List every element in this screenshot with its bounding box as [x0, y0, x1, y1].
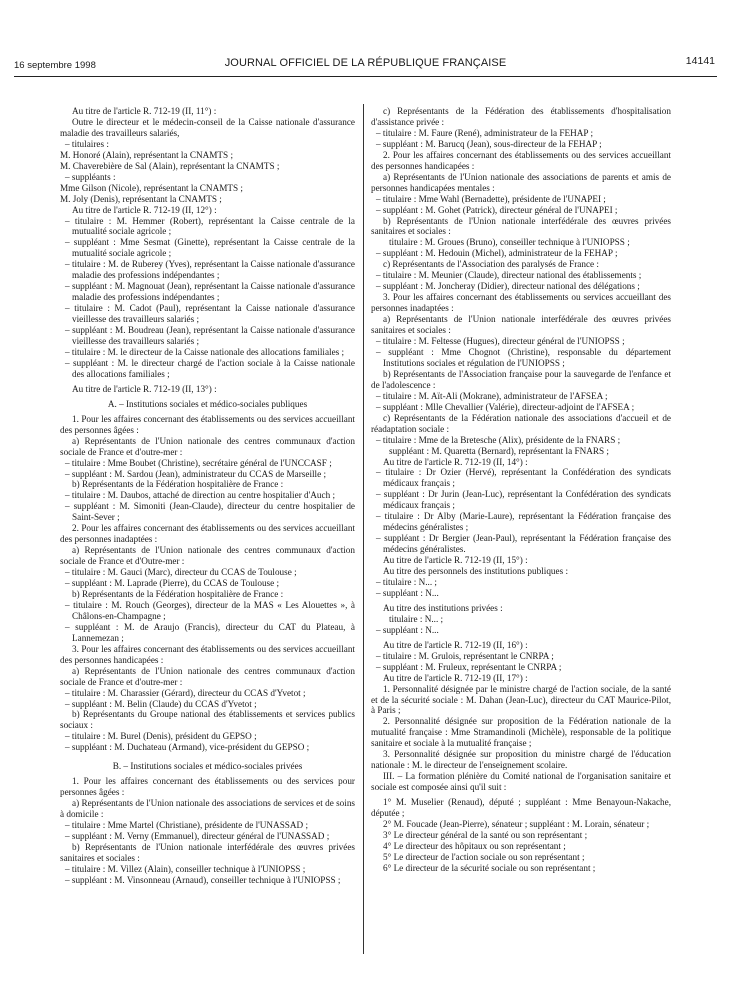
- paragraph: – suppléant : Mme Sesmat (Ginette), représentant la Caisse centrale de la mutualité sociale agricole ;: [65, 237, 355, 259]
- paragraph: Au titre de l'article R. 712-19 (II, 15°) :: [383, 555, 528, 566]
- paragraph: b) Représentants de la Fédération hospitalière de France :: [72, 588, 284, 599]
- paragraph: – suppléant : M. Vinsonneau (Arnaud), conseiller technique à l'UNIOPSS ;: [65, 874, 341, 885]
- paragraph: Au titre de l'article R. 712-19 (II, 12°) :: [72, 204, 217, 215]
- paragraph: – titulaire : M. Meunier (Claude), directeur national des établissements ;: [376, 270, 642, 281]
- paragraph: – suppléant : M. Joncheray (Didier), directeur national des délégations ;: [376, 281, 640, 292]
- left-column: [60, 106, 355, 886]
- paragraph: Au titre de l'article R. 712-19 (II, 16°) :: [383, 639, 528, 650]
- paragraph: 3. Pour les affaires concernant des établissements ou des services accueillant des personnes handicapées :: [60, 643, 355, 665]
- paragraph: 3° Le directeur général de la santé ou son représentant ;: [383, 829, 588, 840]
- column-divider: [363, 104, 364, 954]
- paragraph: 2. Pour les affaires concernant des établissements ou des services accueillant des personnes inadaptées :: [60, 523, 355, 545]
- paragraph: Au titre de l'article R. 712-19 (II, 13°) :: [72, 383, 217, 394]
- paragraph: – suppléant : M. Verny (Emmanuel), directeur général de l'UNASSAD ;: [65, 831, 330, 841]
- paragraph: 2° M. Foucade (Jean-Pierre), sénateur ; suppléant : M. Lorain, sénateur ;: [383, 819, 650, 829]
- paragraph: Au titre de l'article R. 712-19 (II, 11°) :: [72, 106, 217, 116]
- paragraph: – suppléant : M. Duchateau (Armand), vice-président du GEPSO ;: [65, 742, 310, 753]
- paragraph: – suppléant : M. Simoniti (Jean-Claude), directeur du centre hospitalier de Saint-Sever ;: [65, 501, 355, 523]
- paragraph: – titulaire : M. Rouch (Georges), directeur de la MAS « Les Alouettes », à Châlons-en-Champagne ;: [65, 599, 355, 621]
- paragraph: – titulaire : Mme Boubet (Christine), secrétaire général de l'UNCCASF ;: [65, 457, 332, 468]
- paragraph: – titulaire : M. Feltesse (Hugues), directeur général de l'UNIOPSS ;: [376, 336, 625, 347]
- paragraph: – titulaire : M. Charassier (Gérard), directeur du CCAS d'Yvetot ;: [65, 687, 306, 698]
- paragraph: – suppléant : M. Sardou (Jean), administrateur du CCAS de Marseille ;: [65, 468, 327, 479]
- paragraph: 1. Pour les affaires concernant des établissements ou des services pour personnes âgées :: [60, 776, 355, 798]
- paragraph: 6° Le directeur de la sécurité sociale ou son représentant ;: [383, 862, 596, 873]
- paragraph: a) Représentants de l'Union nationale des associations de services et de soins à domicile :: [60, 798, 355, 820]
- paragraph: b) Représentants de l'Union nationale interfédérale des œuvres privées sanitaires et sociales :: [60, 841, 355, 863]
- paragraph: – titulaire : Mme de la Bretesche (Alix), présidente de la FNARS ;: [376, 434, 621, 445]
- header-page-number: 14141: [685, 55, 715, 67]
- paragraph: – titulaire : Mme Martel (Christiane), présidente de l'UNASSAD ;: [65, 820, 309, 831]
- paragraph: 1. Personnalité désignée par le ministre chargé de l'action sociale, de la santé et de la sécurité sociale : M. Dahan (Jean-Luc), directeur du CAT Maurice-Pilot, à Paris ;: [371, 683, 671, 716]
- paragraph: Outre le directeur et le médecin-conseil de la Caisse nationale d'assurance maladie des travailleurs salariés,: [60, 116, 355, 138]
- paragraph: – titulaire : Dr Ozier (Hervé), représentant la Confédération des syndicats médicaux français ;: [376, 467, 671, 489]
- paragraph: Au titre des institutions privées :: [383, 602, 503, 613]
- paragraph: – suppléant : N...: [376, 587, 439, 598]
- paragraph: a) Représentants de l'Union nationale des centres communaux d'action sociale de France et d'outre-mer :: [60, 665, 355, 687]
- paragraph: Au titre de l'article R. 712-19 (II, 14°) :: [383, 456, 528, 467]
- paragraph: b) Représentants de l'Association française pour la sauvegarde de l'enfance et de l'adolescence :: [371, 368, 671, 390]
- paragraph: 2. Personnalité désignée sur proposition de la Fédération nationale de la mutualité française : Mme Stramandinoli (Michèle), responsable de la politique sanitaire et sociale à la mutualité française ;: [371, 716, 671, 749]
- paragraph: 3. Pour les affaires concernant des établissements ou services accueillant des personnes inadaptées :: [371, 292, 671, 314]
- paragraph: – suppléant : Dr Bergier (Jean-Paul), représentant la Fédération française des médecins généralistes.: [376, 533, 671, 555]
- paragraph: III. – La formation plénière du Comité national de l'organisation sanitaire et sociale est composée ainsi qu'il suit :: [371, 771, 671, 793]
- paragraph: – titulaire : M. Villez (Alain), conseiller technique à l'UNIOPSS ;: [65, 863, 306, 874]
- right-column: [371, 106, 671, 874]
- paragraph: c) Représentants de la Fédération nationale des associations d'accueil et de réadaptation sociale :: [371, 412, 671, 434]
- paragraph: Au titre des personnels des institutions publiques :: [383, 566, 569, 577]
- paragraph: 2. Pour les affaires concernant des établissements ou des services accueillant des personnes handicapées :: [371, 149, 671, 171]
- paragraph: – titulaire : M. Hemmer (Robert), représentant la Caisse centrale de la mutualité sociale agricole ;: [65, 215, 355, 237]
- paragraph: – titulaire : M. le directeur de la Caisse nationale des allocations familiales ;: [65, 346, 345, 357]
- paragraph: 1. Pour les affaires concernant des établissements ou des services accueillant des personnes âgées :: [60, 413, 355, 435]
- paragraph: 1° M. Muselier (Renaud), député ; suppléant : Mme Benayoun-Nakache, députée ;: [371, 797, 671, 819]
- paragraph: b) Représentants de l'Union nationale interfédérale des œuvres privées sanitaires et sociales :: [371, 215, 671, 237]
- paragraph: a) Représentants de l'Union nationale des associations de parents et amis de personnes handicapées mentales :: [371, 171, 671, 193]
- paragraph: – titulaire : Mme Wahl (Bernadette), présidente de l'UNAPEI ;: [376, 193, 606, 204]
- paragraph: B. – Institutions sociales et médico-sociales privées: [112, 761, 303, 772]
- paragraph: – suppléant : M. le directeur chargé de l'action sociale à la Caisse nationale des allocations familiales ;: [65, 357, 355, 379]
- paragraph: – titulaire : M. Daubos, attaché de direction au centre hospitalier d'Auch ;: [65, 490, 336, 501]
- paragraph: Mme Gilson (Nicole), représentant la CNAMTS ;: [60, 182, 243, 193]
- paragraph: – titulaire : M. Aït-Ali (Mokrane), administrateur de l'AFSEA ;: [376, 390, 608, 401]
- paragraph: – suppléant : Mlle Chevallier (Valérie), directeur-adjoint de l'AFSEA ;: [376, 401, 635, 412]
- paragraph: b) Représentants de la Fédération hospitalière de France :: [72, 479, 284, 490]
- paragraph: – titulaire : Dr Alby (Marie-Laure), représentant la Fédération française des médecins généralistes ;: [376, 511, 671, 533]
- paragraph: b) Représentants du Groupe national des établissements et services publics sociaux :: [60, 709, 355, 731]
- paragraph: M. Joly (Denis), représentant la CNAMTS ;: [60, 193, 222, 204]
- paragraph: – suppléant : M. Fruleux, représentant le CNRPA ;: [376, 661, 562, 672]
- paragraph: – titulaire : M. Grulois, représentant le CNRPA ;: [376, 650, 554, 661]
- paragraph: – titulaire : M. de Ruberey (Yves), représentant la Caisse nationale d'assurance maladie des professions indépendantes ;: [65, 259, 355, 281]
- header-date: 16 septembre 1998: [14, 60, 96, 71]
- paragraph: c) Représentants de la Fédération des établissements d'hospitalisation d'assistance privée :: [371, 106, 671, 127]
- paragraph: – suppléant : M. Hedouin (Michel), administrateur de la FEHAP ;: [376, 248, 618, 259]
- paragraph: A. – Institutions sociales et médico-sociales publiques: [107, 398, 308, 409]
- page-header: [14, 54, 717, 77]
- paragraph: – suppléant : M. Barucq (Jean), sous-directeur de la FEHAP ;: [376, 138, 602, 149]
- paragraph: – titulaire : N... ;: [376, 576, 437, 587]
- paragraph: a) Représentants de l'Union nationale des centres communaux d'action sociale de France et d'Outre-mer :: [60, 545, 355, 567]
- paragraph: – titulaire : M. Faure (René), administrateur de la FEHAP ;: [376, 127, 594, 138]
- paragraph: – suppléant : M. Gohet (Patrick), directeur général de l'UNAPEI ;: [376, 204, 618, 215]
- paragraph: suppléant : M. Quaretta (Bernard), représentant la FNARS ;: [389, 445, 609, 456]
- paragraph: – suppléant : M. Magnouat (Jean), représentant la Caisse nationale d'assurance maladie des professions indépendantes ;: [65, 281, 355, 303]
- paragraph: – titulaires :: [65, 138, 109, 149]
- paragraph: M. Honoré (Alain), représentant la CNAMTS ;: [60, 149, 233, 160]
- paragraph: c) Représentants de l'Association des paralysés de France :: [383, 259, 599, 270]
- paragraph: a) Représentants de l'Union nationale interfédérale des œuvres privées sanitaires et sociales :: [371, 314, 671, 336]
- paragraph: – suppléant : M. de Araujo (Francis), directeur du CAT du Plateau, à Lannemezan ;: [65, 621, 355, 643]
- paragraph: – titulaire : M. Burel (Denis), président du GEPSO ;: [65, 731, 257, 742]
- paragraph: Au titre de l'article R. 712-19 (II, 17°) :: [383, 672, 528, 683]
- paragraph: – suppléant : Dr Jurin (Jean-Luc), représentant la Confédération des syndicats médicaux français ;: [376, 489, 671, 511]
- paragraph: 4° Le directeur des hôpitaux ou son représentant ;: [383, 840, 566, 851]
- paragraph: a) Représentants de l'Union nationale des centres communaux d'action sociale de France et d'outre-mer :: [60, 435, 355, 457]
- paragraph: 3. Personnalité désignée sur proposition du ministre chargé de l'éducation nationale : M. le directeur de l'enseignement scolaire.: [371, 749, 671, 771]
- paragraph: – suppléant : Mme Chognot (Christine), responsable du département Institutions sociales et régulation de l'UNIOPSS ;: [376, 346, 671, 368]
- paragraph: M. Chaverebière de Sal (Alain), représentant la CNAMTS ;: [60, 160, 280, 171]
- paragraph: – suppléant : N...: [376, 624, 439, 635]
- header-title: JOURNAL OFFICIEL DE LA RÉPUBLIQUE FRANÇAISE: [224, 57, 507, 69]
- paragraph: – suppléants :: [65, 171, 116, 182]
- paragraph: titulaire : M. Groues (Bruno), conseiller technique à l'UNIOPSS ;: [389, 237, 630, 248]
- paragraph: – suppléant : M. Belin (Claude) du CCAS d'Yvetot ;: [65, 698, 257, 709]
- paragraph: 5° Le directeur de l'action sociale ou son représentant ;: [383, 851, 585, 862]
- paragraph: – suppléant : M. Boudreau (Jean), représentant la Caisse nationale d'assurance vieillesse des travailleurs salariés ;: [65, 325, 355, 347]
- paragraph: – titulaire : M. Cadot (Paul), représentant la Caisse nationale d'assurance vieillesse des travailleurs salariés ;: [65, 303, 355, 325]
- paragraph: – suppléant : M. Laprade (Pierre), du CCAS de Toulouse ;: [65, 578, 280, 589]
- paragraph: – titulaire : M. Gauci (Marc), directeur du CCAS de Toulouse ;: [65, 567, 297, 578]
- paragraph: titulaire : N... ;: [389, 613, 444, 624]
